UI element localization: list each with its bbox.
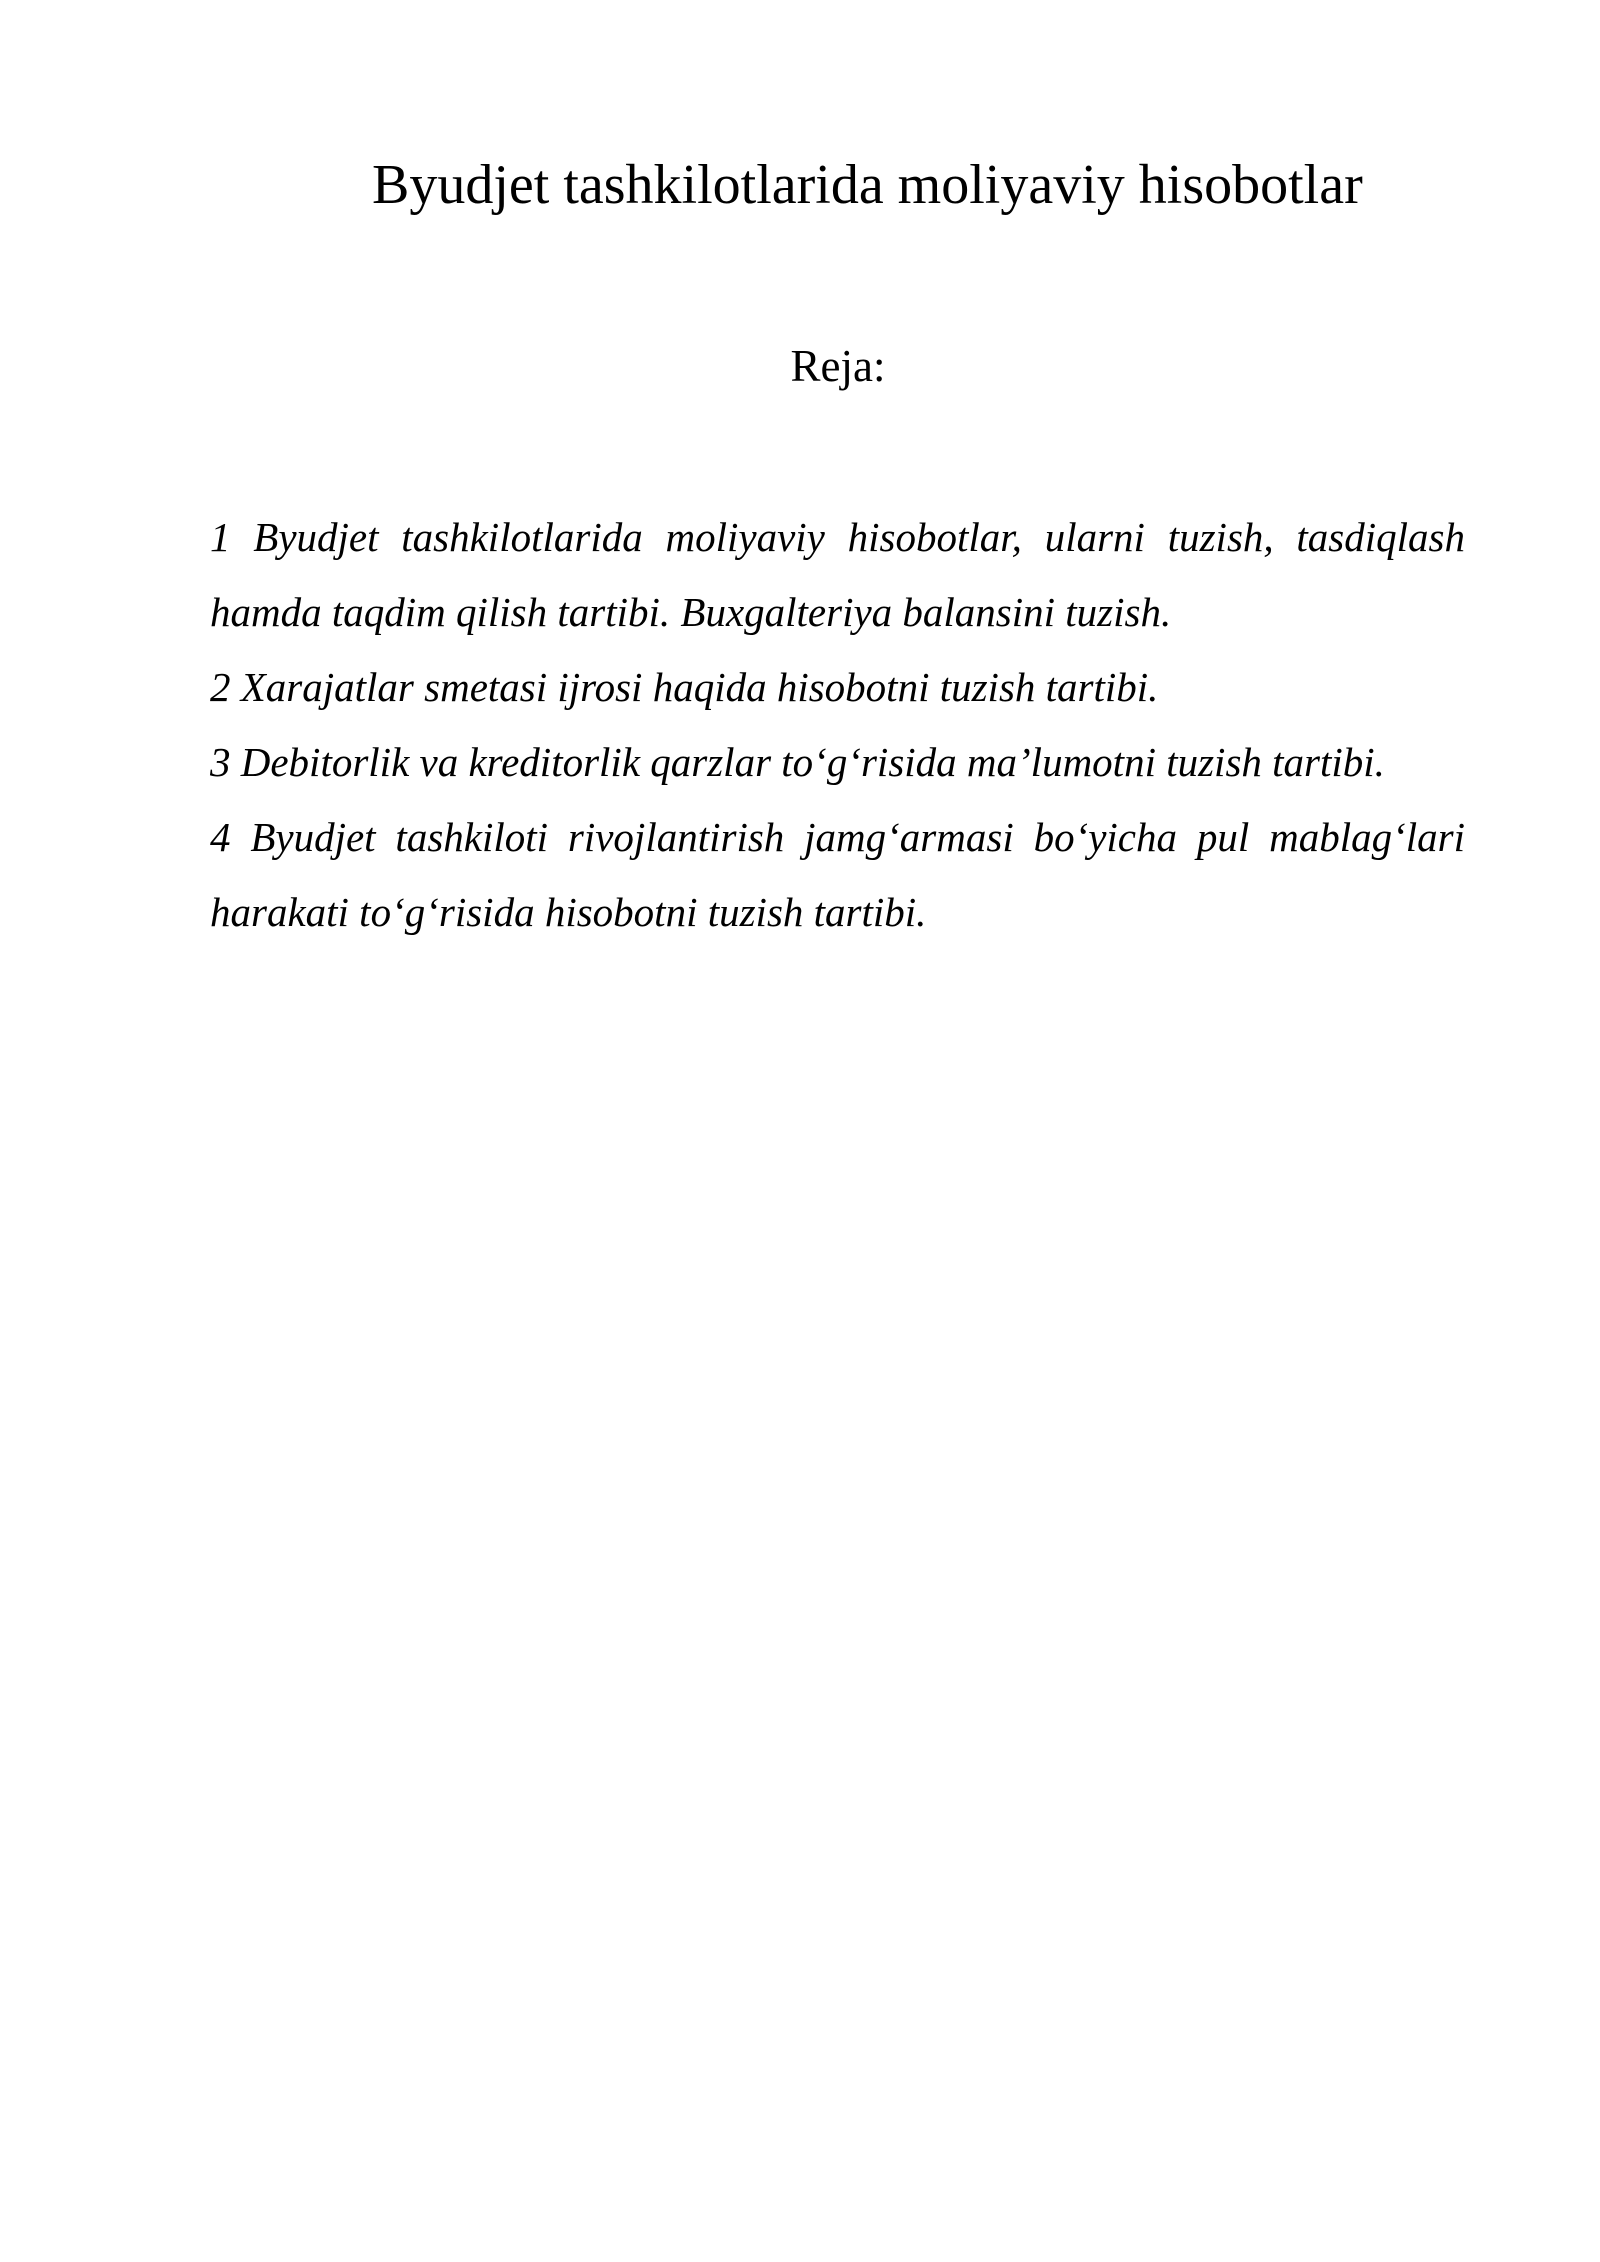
- plan-heading: Reja:: [790, 341, 886, 391]
- plan-item-2: 2 Xarajatlar smetasi ijrosi haqida hisobotni tuzish tartibi.: [210, 664, 1159, 710]
- plan-item-3: 3 Debitorlik va kreditorlik qarzlar to‘g‘risida ma’lumotni tuzish tartibi.: [210, 739, 1385, 785]
- plan-list: [210, 500, 1465, 950]
- document-title: Byudjet tashkilotlarida moliyaviy hisobotlar: [372, 154, 1363, 216]
- plan-item-4: 4 Byudjet tashkiloti rivojlantirish jamg‘armasi bo‘yicha pul mablag‘lari harakati to‘g‘risida hisobotni tuzish tartibi.: [210, 814, 1465, 935]
- plan-item-1: 1 Byudjet tashkilotlarida moliyaviy hisobotlar, ularni tuzish, tasdiqlash hamda taqdim qilish tartibi. Buxgalteriya balansini tuzish.: [210, 514, 1465, 635]
